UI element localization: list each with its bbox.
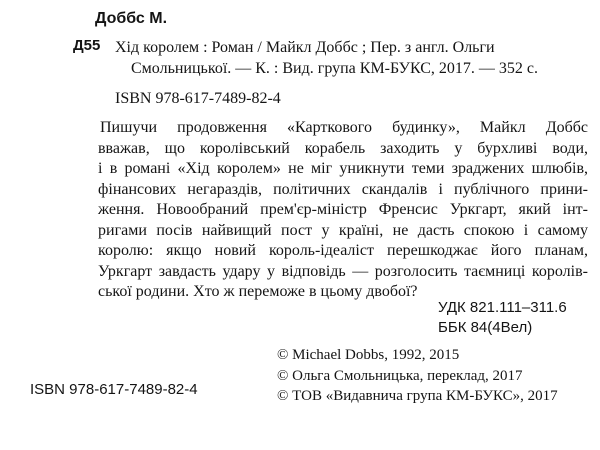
bbk-code: ББК 84(4Вел) <box>438 319 533 336</box>
bibliographic-line: Смольницької. — К. : Вид. група КМ-БУКС, 2017. — 352 с. <box>131 60 538 77</box>
isbn-top: ISBN 978-617-7489-82-4 <box>115 90 281 107</box>
udc-code: УДК 821.111–311.6 <box>438 299 567 316</box>
isbn-bottom: ISBN 978-617-7489-82-4 <box>30 381 198 398</box>
classification-block <box>438 298 567 338</box>
annotation-line: вважав, що королівський корабель заходить у бурхливі води, <box>98 139 588 157</box>
annotation-line: фінансових негараздів, політичних скандалів і публічного прини- <box>98 180 588 198</box>
copyright-block <box>277 345 558 407</box>
classification-code: Д55 <box>73 37 101 54</box>
annotation-line: Уркгарт завдасть удару у відповідь — розголосить таємниці королів- <box>98 262 588 280</box>
annotation <box>98 118 588 303</box>
annotation-line: ської родини. Хто ж переможе в цьому двобої? <box>98 283 418 300</box>
author-heading: Доббс М. <box>95 10 168 27</box>
copyright-line: © ТОВ «Видавнича група КМ-БУКС», 2017 <box>277 388 558 404</box>
bibliographic-description <box>115 37 585 79</box>
annotation-line: Пишучи продовження «Карткового будинку», Майкл Доббс <box>100 119 588 136</box>
annotation-line: і в романі «Хід королем» не міг уникнути теми зраджених шлюбів, <box>98 160 588 177</box>
copyright-line: © Michael Dobbs, 1992, 2015 <box>277 347 460 363</box>
annotation-line: королю: якщо новий король-ідеаліст перешкоджає його планам, <box>98 242 588 259</box>
bibliographic-line: Хід королем : Роман / Майкл Доббс ; Пер. з англ. Ольги <box>115 39 495 56</box>
annotation-line: ригами посів найвищий пост у країні, не дасть спокою і самому <box>98 221 588 239</box>
copyright-line: © Ольга Смольницька, переклад, 2017 <box>277 367 523 384</box>
annotation-line: ження. Новообраний прем'єр-міністр Френсис Уркгарт, який інт- <box>98 201 588 218</box>
